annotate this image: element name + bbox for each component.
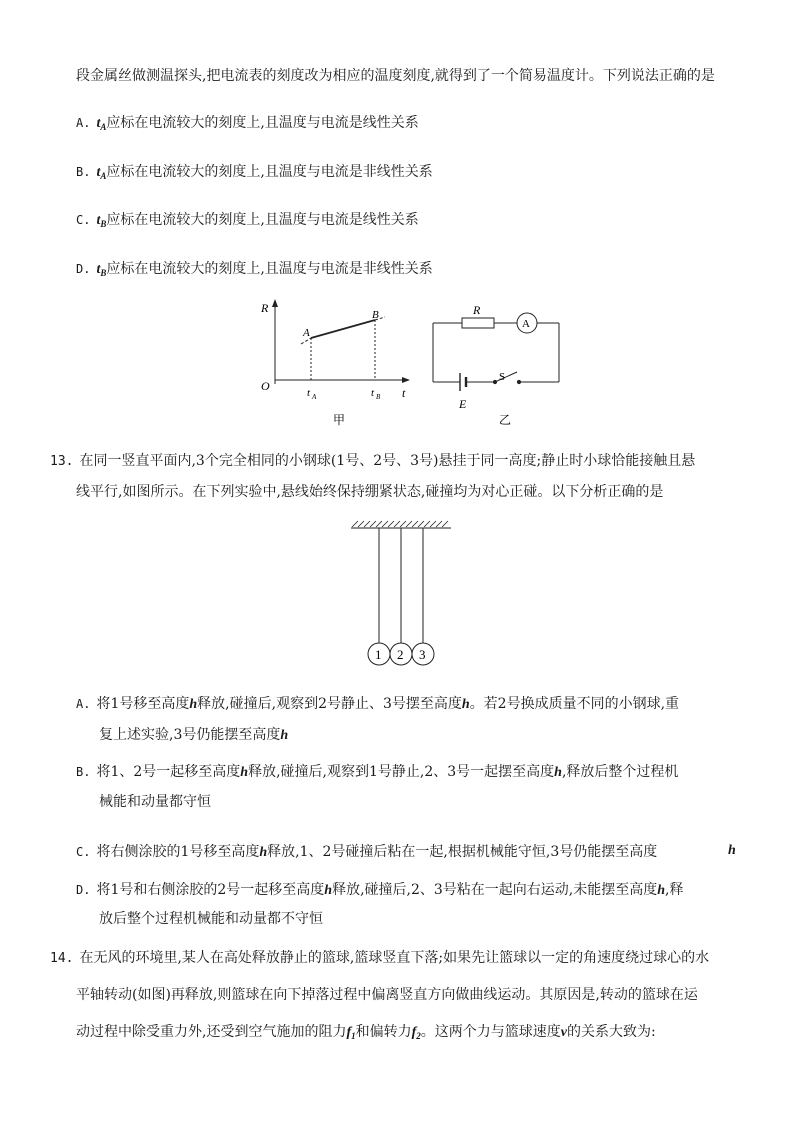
var-t: t — [96, 165, 101, 180]
option-text: 释放,碰撞后,观察到1号静止,2、3号一起摆至高度 — [248, 764, 555, 780]
var-h: h — [240, 765, 249, 780]
pendulum-figure — [346, 519, 456, 667]
var-sub: A — [100, 122, 107, 132]
var-sub: B — [100, 219, 107, 229]
option-letter: D. — [76, 883, 91, 897]
ceiling-hatch — [352, 521, 448, 527]
q14-text: 。这两个力与篮球速度 — [420, 1024, 561, 1040]
var-t: t — [96, 262, 101, 277]
var-f1: f — [346, 1025, 352, 1040]
q14-text1: 在无风的环境里,某人在高处释放静止的篮球,篮球竖直下落;如果先让篮球以一定的角速度绕过球心的水 — [79, 950, 710, 966]
var-h: h — [280, 728, 289, 743]
option-text: ,释 — [665, 882, 684, 898]
circuit-caption: 乙 — [499, 413, 512, 427]
point-a-label: A — [303, 327, 310, 339]
q13-option-c[interactable] — [76, 842, 657, 863]
option-letter: A. — [76, 697, 91, 711]
option-text: 应标在电流较大的刻度上,且温度与电流是非线性关系 — [106, 261, 433, 277]
var-f2-sub: 2 — [416, 1031, 421, 1041]
q13-text1: 在同一竖直平面内,3个完全相同的小钢球(1号、2号、3号)悬挂于同一高度;静止时小球恰能接触且悬 — [79, 453, 696, 469]
tick-a-sub: A — [312, 393, 317, 401]
option-text: ,释放后整个过程机 — [561, 764, 679, 780]
q13-option-c-h — [728, 840, 736, 861]
option-text: 复上述实验,3号仍能摆至高度 — [99, 727, 281, 743]
option-letter: D. — [76, 262, 91, 276]
y-axis-arrow — [272, 299, 278, 307]
tick-a-label: t — [307, 387, 311, 399]
ball-1-label: 1 — [375, 647, 382, 662]
var-h: h — [189, 697, 198, 712]
q13-option-a[interactable] — [76, 694, 679, 715]
ammeter-label: A — [522, 318, 530, 330]
ball-2-label: 2 — [397, 647, 404, 662]
option-a[interactable] — [76, 113, 419, 137]
q13-option-b[interactable] — [76, 762, 678, 783]
option-text: 释放,1、2号碰撞后粘在一起,根据机械能守恒,3号仍能摆至高度 — [267, 844, 658, 860]
tick-b-sub: B — [376, 393, 381, 401]
option-text: 释放,碰撞后,2、3号粘在一起向右运动,未能摆至高度 — [332, 882, 658, 898]
option-text: 将右侧涂胶的1号移至高度 — [96, 844, 260, 860]
q13-option-b-cont: 械能和动量都守恒 — [99, 794, 211, 810]
option-b[interactable] — [76, 162, 433, 186]
option-c[interactable] — [76, 210, 419, 234]
option-text: 将1号移至高度 — [96, 696, 190, 712]
option-letter: B. — [76, 765, 91, 779]
question-number: 13. — [50, 454, 74, 469]
var-f2: f — [411, 1025, 417, 1040]
circuit — [433, 313, 559, 391]
option-d[interactable] — [76, 259, 433, 283]
option-text: 。若2号换成质量不同的小钢球,重 — [469, 696, 680, 712]
q13-option-d[interactable] — [76, 880, 684, 901]
q12-figure — [255, 296, 565, 428]
var-h: h — [554, 765, 562, 780]
option-text: 将1号和右侧涂胶的2号一起移至高度 — [96, 882, 325, 898]
resistor-symbol — [462, 318, 494, 328]
q13-option-d-cont: 放后整个过程机械能和动量都不守恒 — [99, 911, 323, 927]
var-h: h — [461, 697, 470, 712]
switch-label: S — [499, 371, 506, 383]
q14-text: 动过程中除受重力外,还受到空气施加的阻力 — [76, 1024, 347, 1040]
q13-line2: 线平行,如图所示。在下列实验中,悬线始终保持绷紧状态,碰撞均为对心正碰。以下分析正确的是 — [76, 484, 664, 500]
var-h: h — [324, 883, 333, 898]
option-text: 应标在电流较大的刻度上,且温度与电流是线性关系 — [106, 115, 419, 131]
intro-text: 段金属丝做测温探头,把电流表的刻度改为相应的温度刻度,就得到了一个简易温度计。下列说法正确的是 — [76, 68, 715, 84]
tick-b-label: t — [371, 387, 375, 399]
var-sub: B — [100, 268, 107, 278]
var-v: v — [560, 1025, 568, 1040]
q14-line3 — [76, 1022, 656, 1046]
var-h: h — [259, 845, 268, 860]
option-letter: A. — [76, 116, 91, 130]
graph-x-label: t — [402, 386, 406, 400]
x-axis-arrow — [402, 377, 410, 383]
option-text: 应标在电流较大的刻度上,且温度与电流是线性关系 — [106, 212, 419, 228]
var-t: t — [96, 213, 101, 228]
q14-line1 — [50, 948, 709, 969]
var-h: h — [657, 883, 666, 898]
var-f1-sub: 1 — [351, 1031, 356, 1041]
graph-y-label: R — [261, 301, 269, 315]
q14-text: 和偏转力 — [355, 1024, 412, 1040]
var-t: t — [96, 116, 101, 131]
resistor-label: R — [473, 303, 481, 317]
q13-option-a-cont — [99, 725, 288, 746]
q14-line2: 平轴转动(如图)再释放,则篮球在向下掉落过程中偏离竖直方向做曲线运动。其原因是,转动的篮球在运 — [76, 987, 698, 1003]
graph-caption: 甲 — [333, 413, 346, 427]
question-number: 14. — [50, 951, 74, 966]
option-text: 将1、2号一起移至高度 — [96, 764, 241, 780]
var-sub: A — [100, 171, 107, 181]
graph-origin: O — [261, 379, 270, 393]
battery-label: E — [459, 397, 467, 411]
option-text: 应标在电流较大的刻度上,且温度与电流是非线性关系 — [106, 164, 433, 180]
option-letter: B. — [76, 165, 91, 179]
option-text: 释放,碰撞后,观察到2号静止、3号摆至高度 — [197, 696, 462, 712]
ball-3-label: 3 — [419, 647, 426, 662]
r-t-line — [311, 320, 375, 338]
r-t-graph — [272, 299, 410, 384]
var-h: h — [728, 843, 736, 858]
option-letter: C. — [76, 213, 91, 227]
option-letter: C. — [76, 845, 91, 859]
point-b-label: B — [372, 309, 379, 321]
q14-text: 的关系大致为: — [567, 1024, 656, 1040]
q13-line1 — [50, 451, 695, 472]
